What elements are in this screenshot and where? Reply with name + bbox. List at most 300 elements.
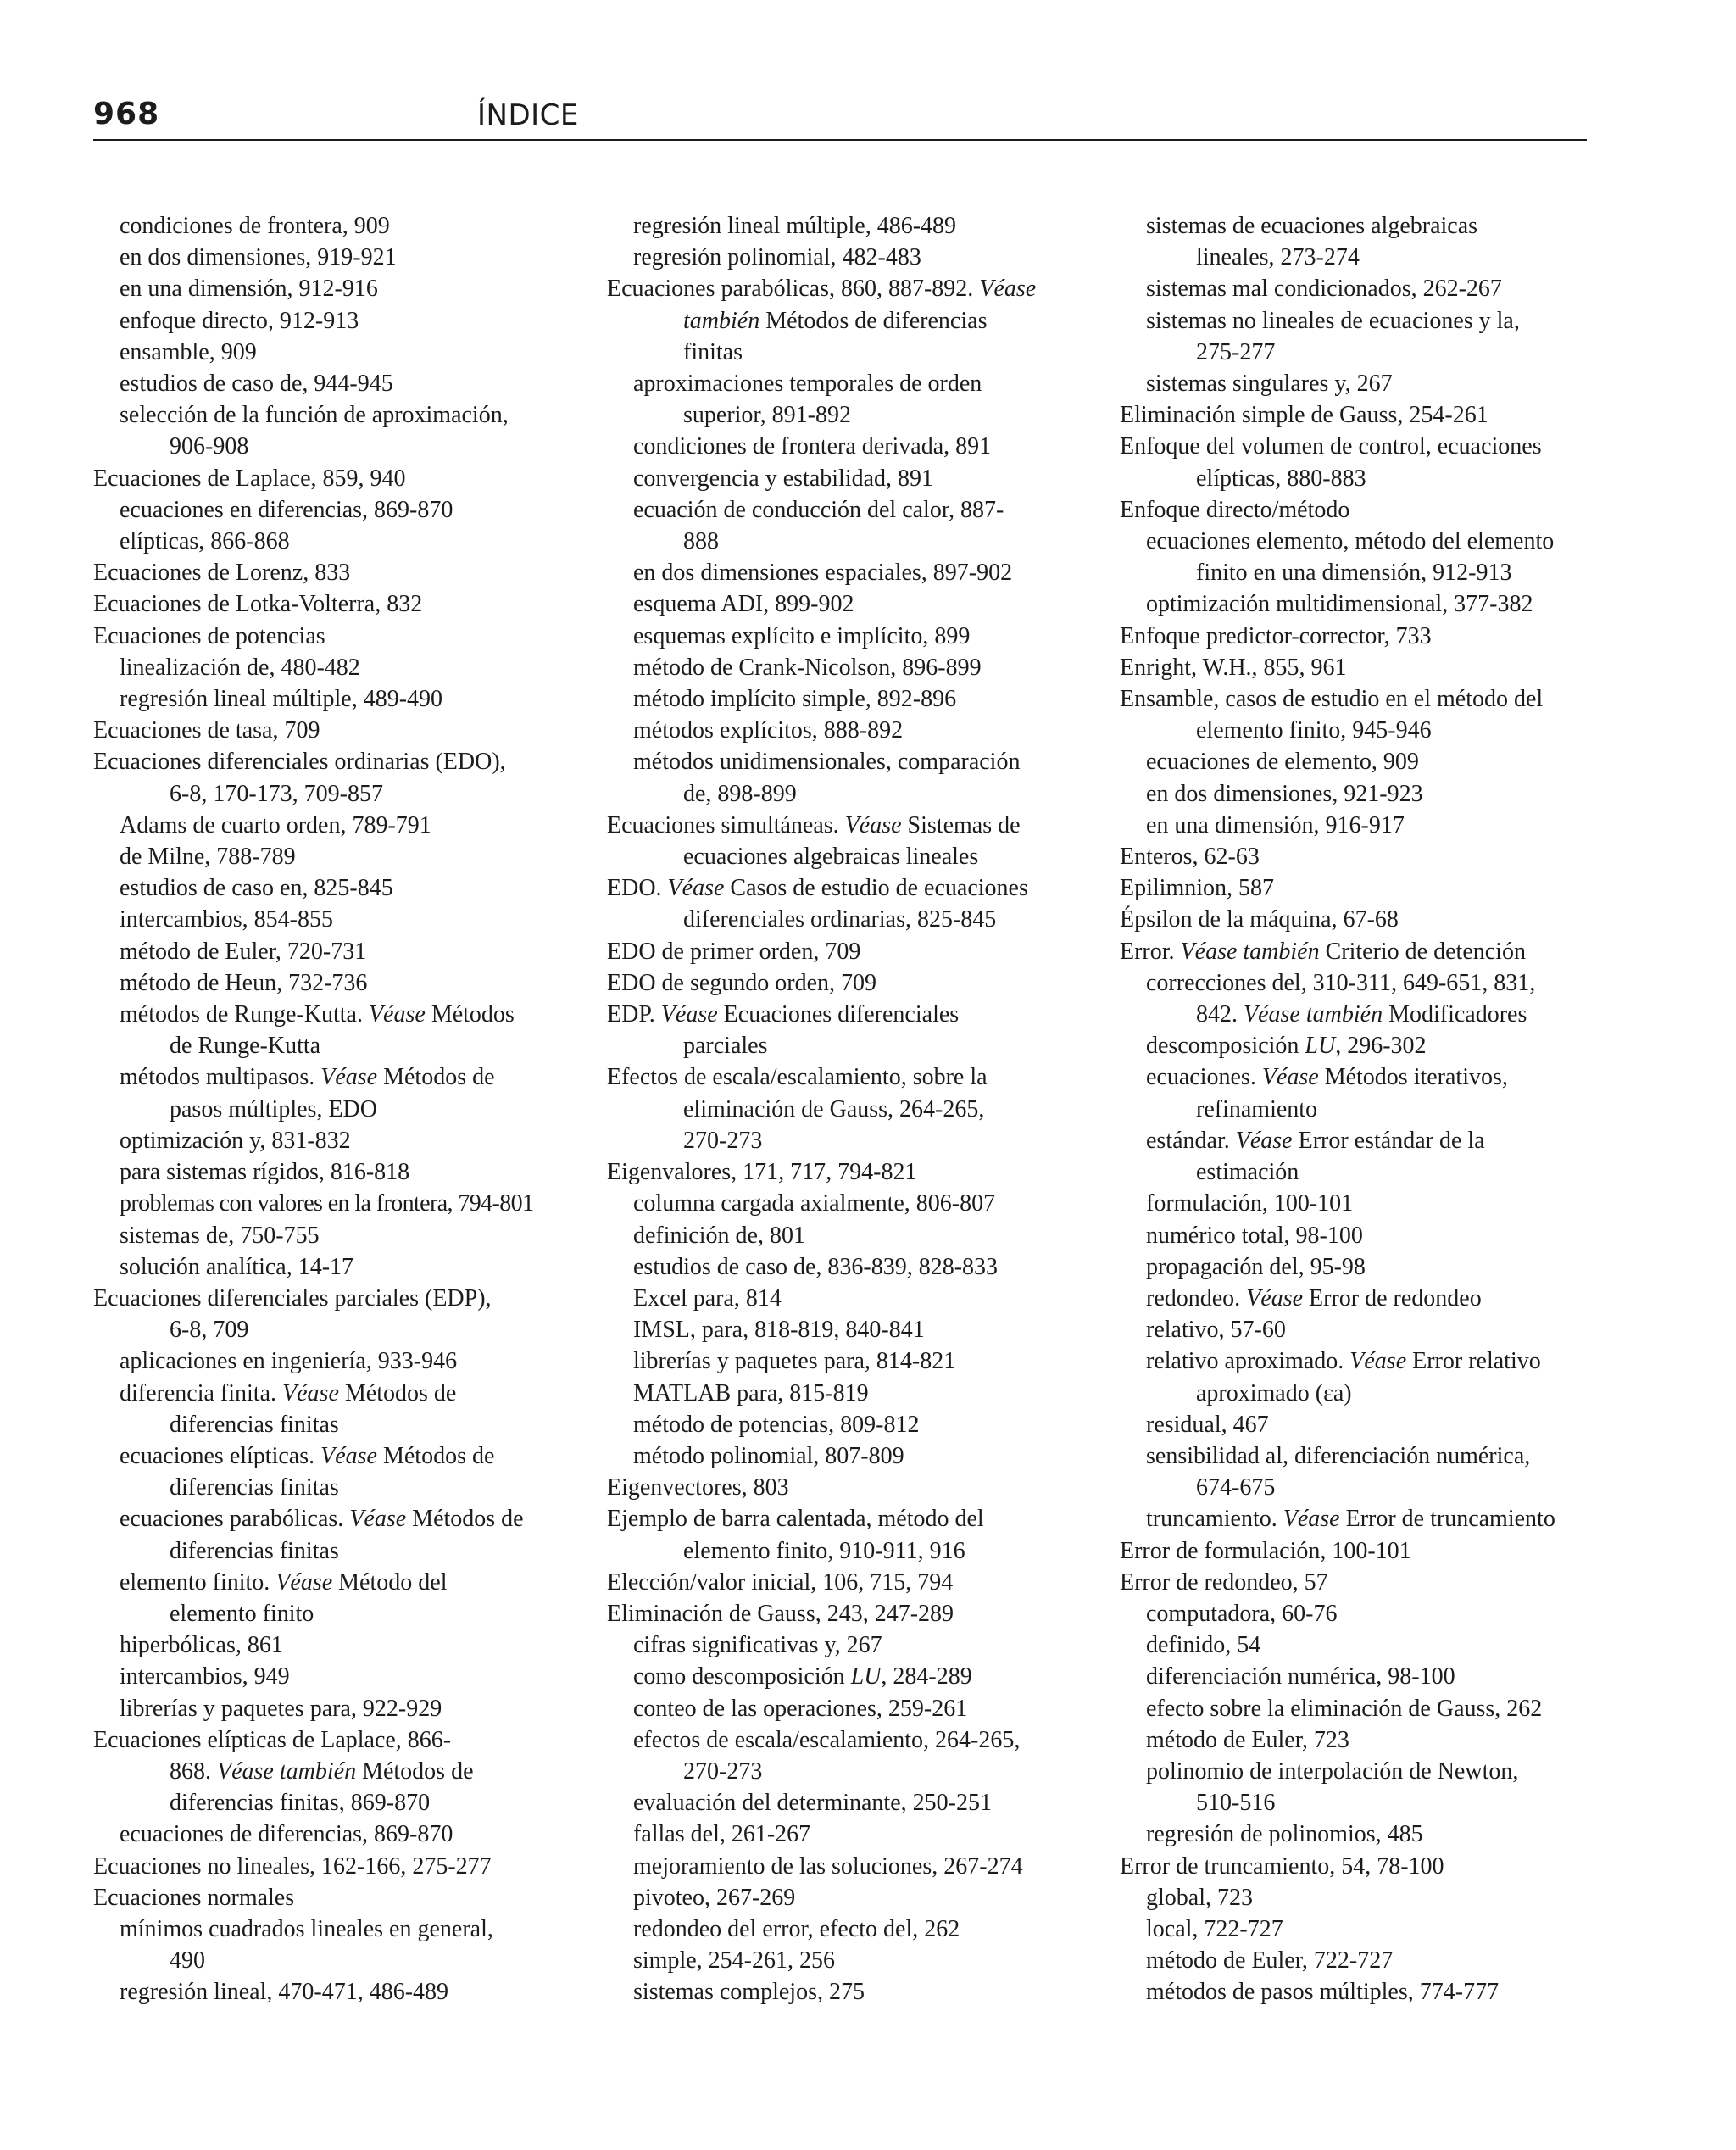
entry-line: diferencia finita. Véase Métodos de [120, 1379, 457, 1406]
entry-line: estudios de caso en, 825-845 [120, 875, 393, 902]
entry-line: Ejemplo de barra calentada, método del [607, 1506, 984, 1533]
entry-line: residual, 467 [1146, 1411, 1269, 1438]
entry-line: ecuaciones de elemento, 909 [1146, 749, 1419, 776]
index-subentry [1120, 1598, 1594, 1629]
index-subentry [607, 1851, 1082, 1882]
index-subentry [607, 1945, 1082, 1976]
entry-line: ecuación de conducción del calor, 887- [633, 496, 1004, 523]
entry-line: regresión de polinomios, 485 [1146, 1821, 1423, 1848]
entry-line: método de Euler, 722-727 [1146, 1947, 1394, 1975]
index-subentry [93, 967, 568, 999]
entry-line: de, 898-899 [683, 780, 797, 807]
entry-line: Ecuaciones de Lotka-Volterra, 832 [93, 591, 423, 618]
index-subentry [93, 683, 568, 715]
index-subentry [607, 242, 1082, 273]
index-subentry [607, 1251, 1082, 1283]
entry-line: de Runge-Kutta [170, 1033, 321, 1060]
index-subentry [1120, 1882, 1594, 1913]
entry-line: descomposición LU, 296-302 [1146, 1033, 1427, 1060]
entry-line: ecuaciones. Véase Métodos iterativos, [1146, 1064, 1508, 1091]
index-subentry [1120, 1503, 1594, 1535]
index-entry [607, 1598, 1082, 1629]
index-subentry [607, 1882, 1082, 1913]
entry-line: regresión lineal múltiple, 489-490 [120, 686, 443, 713]
index-entry [607, 810, 1082, 872]
entry-line: Épsilon de la máquina, 67-68 [1120, 906, 1399, 933]
entry-line: efecto sobre la eliminación de Gauss, 262 [1146, 1695, 1543, 1722]
index-subentry [607, 1440, 1082, 1472]
entry-line: método de potencias, 809-812 [633, 1411, 920, 1438]
entry-line: hiperbólicas, 861 [120, 1632, 283, 1659]
entry-line: Error de formulación, 100-101 [1120, 1537, 1411, 1564]
index-subentry [1120, 1724, 1594, 1756]
entry-line: sistemas no lineales de ecuaciones y la, [1146, 307, 1520, 334]
entry-line: diferenciales ordinarias, 825-845 [683, 906, 997, 933]
entry-line: sensibilidad al, diferenciación numérica, [1146, 1442, 1531, 1469]
index-entry [93, 715, 568, 746]
entry-line: aproximaciones temporales de orden [633, 370, 982, 398]
entry-line: ecuaciones parabólicas. Véase Métodos de [120, 1506, 524, 1533]
entry-line: selección de la función de aproximación, [120, 402, 509, 429]
entry-line: ensamble, 909 [120, 338, 257, 365]
entry-line: métodos de pasos múltiples, 774-777 [1146, 1979, 1500, 2006]
entry-line: eliminación de Gauss, 264-265, [683, 1095, 985, 1122]
index-subentry [1120, 1345, 1594, 1408]
index-subentry [93, 872, 568, 904]
entry-line: computadora, 60-76 [1146, 1600, 1338, 1627]
index-column-1 [93, 210, 568, 2008]
index-subentry [1120, 1819, 1594, 1850]
entry-line: global, 723 [1146, 1884, 1253, 1911]
index-subentry [93, 810, 568, 841]
entry-line: en dos dimensiones espaciales, 897-902 [633, 560, 1013, 587]
entry-line: para sistemas rígidos, 816-818 [120, 1159, 410, 1186]
index-subentry [93, 1503, 568, 1566]
entry-line: condiciones de frontera, 909 [120, 213, 390, 239]
entry-line: formulación, 100-101 [1146, 1190, 1354, 1217]
entry-line: elemento finito. Véase Método del [120, 1568, 448, 1596]
index-subentry [607, 463, 1082, 494]
index-entry [1120, 936, 1594, 967]
index-entry [93, 588, 568, 620]
entry-line: 888 [683, 528, 719, 555]
entry-line: regresión lineal, 470-471, 486-489 [120, 1979, 449, 2006]
entry-line: convergencia y estabilidad, 891 [633, 465, 934, 492]
entry-line: Ecuaciones no lineales, 162-166, 275-277 [93, 1852, 492, 1880]
index-subentry [93, 652, 568, 683]
entry-line: 6-8, 170-173, 709-857 [170, 780, 383, 807]
entry-line: elemento finito [170, 1600, 314, 1627]
entry-line: regresión polinomial, 482-483 [633, 244, 921, 271]
index-entry [607, 1156, 1082, 1188]
index-subentry [93, 1567, 568, 1629]
entry-line: Enfoque predictor-corrector, 733 [1120, 622, 1432, 649]
index-entry [93, 746, 568, 809]
entry-line: elemento finito, 910-911, 916 [683, 1537, 965, 1564]
index-subentry [607, 1787, 1082, 1819]
entry-line: método de Heun, 732-736 [120, 969, 368, 996]
index-subentry [93, 273, 568, 304]
index-subentry [93, 1378, 568, 1440]
entry-line: definición de, 801 [633, 1222, 805, 1249]
index-subentry [1120, 1220, 1594, 1251]
index-subentry [607, 1724, 1082, 1787]
entry-line: de Milne, 788-789 [120, 844, 296, 871]
index-subentry [93, 1220, 568, 1251]
index-subentry [1120, 1283, 1594, 1314]
index-subentry [93, 1188, 568, 1219]
entry-line: Ecuaciones de Laplace, 859, 940 [93, 465, 406, 492]
index-entry [93, 557, 568, 588]
index-subentry [607, 746, 1082, 809]
entry-line: mejoramiento de las soluciones, 267-274 [633, 1852, 1023, 1880]
entry-line: 275-277 [1196, 338, 1276, 365]
entry-line: Excel para, 814 [633, 1284, 782, 1312]
entry-line: método de Euler, 720-731 [120, 938, 367, 965]
index-subentry [607, 1629, 1082, 1661]
index-subentry [607, 1913, 1082, 1945]
index-subentry [607, 210, 1082, 242]
entry-line: método de Euler, 723 [1146, 1726, 1349, 1753]
index-subentry [607, 588, 1082, 620]
index-subentry [93, 1913, 568, 1976]
index-subentry [607, 1188, 1082, 1219]
index-subentry [93, 368, 568, 399]
index-subentry [1120, 210, 1594, 273]
index-subentry [1120, 1061, 1594, 1124]
entry-line: problemas con valores en la frontera, 794-801 [120, 1190, 534, 1217]
entry-line: EDO de primer orden, 709 [607, 938, 861, 965]
entry-line: Enfoque directo/método [1120, 496, 1350, 523]
entry-line: sistemas singulares y, 267 [1146, 370, 1393, 398]
index-subentry [1120, 305, 1594, 368]
entry-line: efectos de escala/escalamiento, 264-265, [633, 1726, 1021, 1753]
index-subentry [1120, 1440, 1594, 1503]
index-subentry [1120, 1409, 1594, 1440]
entry-line: diferencias finitas, 869-870 [170, 1790, 431, 1817]
entry-line: ecuaciones elípticas. Véase Métodos de [120, 1442, 495, 1469]
entry-line: en dos dimensiones, 921-923 [1146, 780, 1423, 807]
entry-line: relativo aproximado. Véase Error relativo [1146, 1348, 1541, 1375]
entry-line: método polinomial, 807-809 [633, 1442, 904, 1469]
entry-line: lineales, 273-274 [1196, 244, 1360, 271]
entry-line: Epilimnion, 587 [1120, 875, 1274, 902]
entry-line: redondeo. Véase Error de redondeo [1146, 1284, 1482, 1312]
index-subentry [1120, 368, 1594, 399]
entry-line: refinamiento [1196, 1095, 1318, 1122]
entry-line: EDO de segundo orden, 709 [607, 969, 877, 996]
entry-line: Enright, W.H., 855, 961 [1120, 654, 1347, 681]
entry-line: método de Crank-Nicolson, 896-899 [633, 654, 982, 681]
index-subentry [93, 1125, 568, 1156]
entry-line: propagación del, 95-98 [1146, 1253, 1366, 1280]
entry-line: Ecuaciones de potencias [93, 622, 326, 649]
index-entry [1120, 399, 1594, 431]
entry-line: sistemas complejos, 275 [633, 1979, 865, 2006]
entry-line: Adams de cuarto orden, 789-791 [120, 811, 431, 838]
entry-line: polinomio de interpolación de Newton, [1146, 1757, 1519, 1785]
entry-line: relativo, 57-60 [1146, 1317, 1286, 1344]
entry-line: sistemas de ecuaciones algebraicas [1146, 213, 1478, 239]
index-subentry [93, 1693, 568, 1724]
index-entry [607, 872, 1082, 935]
index-subentry [607, 494, 1082, 557]
index-entry [1120, 904, 1594, 935]
index-entry [93, 621, 568, 652]
index-subentry [607, 1345, 1082, 1377]
entry-line: elípticas, 880-883 [1196, 465, 1366, 492]
index-subentry [93, 1819, 568, 1850]
entry-line: Efectos de escala/escalamiento, sobre la [607, 1064, 988, 1091]
index-subentry [1120, 1945, 1594, 1976]
entry-line: esquema ADI, 899-902 [633, 591, 854, 618]
index-subentry [93, 399, 568, 462]
entry-line: 490 [170, 1947, 205, 1975]
entry-line: en una dimensión, 916-917 [1146, 811, 1405, 838]
entry-line: 270-273 [683, 1757, 763, 1785]
entry-line: Enteros, 62-63 [1120, 844, 1260, 871]
index-entry [607, 1061, 1082, 1156]
entry-line: numérico total, 98-100 [1146, 1222, 1363, 1249]
index-subentry [1120, 746, 1594, 777]
index-subentry [607, 1661, 1082, 1692]
index-subentry [1120, 526, 1594, 588]
index-entry [1120, 494, 1594, 526]
index-entry [1120, 683, 1594, 746]
entry-line: Eigenvalores, 171, 717, 794-821 [607, 1159, 917, 1186]
entry-line: librerías y paquetes para, 922-929 [120, 1695, 442, 1722]
index-subentry [1120, 1251, 1594, 1283]
entry-line: Error de truncamiento, 54, 78-100 [1120, 1852, 1444, 1880]
index-subentry [1120, 273, 1594, 304]
index-subentry [1120, 810, 1594, 841]
index-subentry [93, 999, 568, 1061]
index-subentry [93, 305, 568, 337]
index-subentry [93, 936, 568, 967]
entry-line: 270-273 [683, 1127, 763, 1154]
index-subentry [1120, 1629, 1594, 1661]
index-subentry [93, 904, 568, 935]
index-subentry [93, 1629, 568, 1661]
index-entry [1120, 1567, 1594, 1598]
index-entry [1120, 652, 1594, 683]
entry-line: también Métodos de diferencias [683, 307, 988, 334]
entry-line: fallas del, 261-267 [633, 1821, 811, 1848]
index-entry [1120, 841, 1594, 872]
entry-line: Ecuaciones parabólicas, 860, 887-892. Véase [607, 276, 1037, 303]
index-entry [607, 1472, 1082, 1503]
entry-line: estudios de caso de, 944-945 [120, 370, 393, 398]
entry-line: elípticas, 866-868 [120, 528, 290, 555]
index-subentry [93, 1440, 568, 1503]
entry-line: conteo de las operaciones, 259-261 [633, 1695, 968, 1722]
entry-line: 842. Véase también Modificadores [1196, 1001, 1527, 1028]
entry-line: optimización multidimensional, 377-382 [1146, 591, 1533, 618]
entry-line: diferencias finitas [170, 1537, 339, 1564]
index-subentry [93, 1251, 568, 1283]
index-entry [607, 1567, 1082, 1598]
entry-line: MATLAB para, 815-819 [633, 1379, 869, 1406]
index-subentry [607, 652, 1082, 683]
index-subentry [607, 431, 1082, 462]
index-subentry [93, 1345, 568, 1377]
entry-line: 6-8, 709 [170, 1317, 249, 1344]
index-entry [607, 967, 1082, 999]
entry-line: estimación [1196, 1159, 1299, 1186]
entry-line: ecuaciones de diferencias, 869-870 [120, 1821, 453, 1848]
entry-line: esquemas explícito e implícito, 899 [633, 622, 971, 649]
entry-line: Ecuaciones diferenciales ordinarias (EDO), [93, 749, 506, 776]
entry-line: linealización de, 480-482 [120, 654, 360, 681]
entry-line: método implícito simple, 892-896 [633, 686, 957, 713]
entry-line: condiciones de frontera derivada, 891 [633, 433, 992, 460]
entry-line: aproximado (εa) [1196, 1379, 1352, 1406]
index-subentry [607, 1378, 1082, 1409]
index-subentry [607, 1220, 1082, 1251]
entry-line: Eliminación simple de Gauss, 254-261 [1120, 402, 1488, 429]
entry-line: truncamiento. Véase Error de truncamiento [1146, 1506, 1555, 1533]
entry-line: estándar. Véase Error estándar de la [1146, 1127, 1485, 1154]
index-entry [607, 936, 1082, 967]
entry-line: métodos multipasos. Véase Métodos de [120, 1064, 495, 1091]
entry-line: columna cargada axialmente, 806-807 [633, 1190, 996, 1217]
index-subentry [1120, 588, 1594, 620]
index-subentry [1120, 1314, 1594, 1345]
index-column-2 [607, 210, 1082, 2008]
index-subentry [93, 526, 568, 557]
entry-line: solución analítica, 14-17 [120, 1253, 354, 1280]
entry-line: intercambios, 854-855 [120, 906, 333, 933]
entry-line: 674-675 [1196, 1474, 1276, 1501]
index-subentry [93, 1156, 568, 1188]
entry-line: diferencias finitas [170, 1474, 339, 1501]
index-subentry [93, 841, 568, 872]
entry-line: diferencias finitas [170, 1411, 339, 1438]
entry-line: IMSL, para, 818-819, 840-841 [633, 1317, 925, 1344]
index-subentry [607, 715, 1082, 746]
entry-line: finito en una dimensión, 912-913 [1196, 560, 1512, 587]
entry-line: Ecuaciones de tasa, 709 [93, 717, 320, 744]
index-entry [93, 1851, 568, 1882]
entry-line: elemento finito, 945-946 [1196, 717, 1432, 744]
entry-line: aplicaciones en ingeniería, 933-946 [120, 1348, 458, 1375]
index-subentry [93, 494, 568, 526]
entry-line: Error. Véase también Criterio de detención [1120, 938, 1526, 965]
index-subentry [607, 683, 1082, 715]
entry-line: mínimos cuadrados lineales en general, [120, 1915, 493, 1942]
entry-line: parciales [683, 1033, 768, 1060]
entry-line: métodos unidimensionales, comparación [633, 749, 1021, 776]
index-entry [93, 1283, 568, 1345]
entry-line: en una dimensión, 912-916 [120, 276, 378, 303]
entry-line: en dos dimensiones, 919-921 [120, 244, 397, 271]
index-entry [1120, 431, 1594, 493]
index-entry [1120, 1535, 1594, 1567]
entry-line: definido, 54 [1146, 1632, 1261, 1659]
entry-line: redondeo del error, efecto del, 262 [633, 1915, 960, 1942]
index-subentry [1120, 1693, 1594, 1724]
entry-line: pasos múltiples, EDO [170, 1095, 377, 1122]
index-subentry [1120, 1661, 1594, 1692]
index-subentry [1120, 778, 1594, 810]
index-subentry [1120, 1756, 1594, 1819]
index-subentry [607, 621, 1082, 652]
index-entry [1120, 621, 1594, 652]
entry-line: Elección/valor inicial, 106, 715, 794 [607, 1568, 954, 1596]
entry-line: ecuaciones elemento, método del elemento [1146, 528, 1555, 555]
index-subentry [93, 1061, 568, 1124]
entry-line: enfoque directo, 912-913 [120, 307, 359, 334]
index-subentry [607, 1283, 1082, 1314]
entry-line: superior, 891-892 [683, 402, 851, 429]
index-subentry [1120, 1188, 1594, 1219]
index-subentry [93, 1661, 568, 1692]
index-entry [1120, 872, 1594, 904]
entry-line: optimización y, 831-832 [120, 1127, 351, 1154]
entry-line: diferenciación numérica, 98-100 [1146, 1663, 1455, 1690]
index-subentry [93, 210, 568, 242]
index-column-3 [1120, 210, 1594, 2008]
entry-line: cifras significativas y, 267 [633, 1632, 882, 1659]
page-header [93, 92, 1587, 141]
entry-line: Eigenvectores, 803 [607, 1474, 789, 1501]
index-subentry [607, 1693, 1082, 1724]
entry-line: Ecuaciones diferenciales parciales (EDP), [93, 1284, 492, 1312]
entry-line: Ensamble, casos de estudio en el método del [1120, 686, 1544, 713]
index-entry [93, 1882, 568, 1913]
entry-line: sistemas mal condicionados, 262-267 [1146, 276, 1502, 303]
entry-line: Ecuaciones normales [93, 1884, 295, 1911]
entry-line: pivoteo, 267-269 [633, 1884, 796, 1911]
index-entry [607, 999, 1082, 1061]
index-subentry [607, 557, 1082, 588]
entry-line: correcciones del, 310-311, 649-651, 831, [1146, 969, 1536, 996]
entry-line: estudios de caso de, 836-839, 828-833 [633, 1253, 999, 1280]
index-entry [93, 463, 568, 494]
entry-line: EDP. Véase Ecuaciones diferenciales [607, 1001, 960, 1028]
entry-line: evaluación del determinante, 250-251 [633, 1790, 992, 1817]
entry-line: 510-516 [1196, 1790, 1276, 1817]
index-subentry [93, 1976, 568, 2008]
entry-line: intercambios, 949 [120, 1663, 290, 1690]
index-subentry [93, 337, 568, 368]
entry-line: como descomposición LU, 284-289 [633, 1663, 972, 1690]
index-subentry [607, 368, 1082, 431]
entry-line: Ecuaciones elípticas de Laplace, 866- [93, 1726, 452, 1753]
entry-line: 868. Véase también Métodos de [170, 1757, 474, 1785]
index-subentry [1120, 1030, 1594, 1061]
index-subentry [607, 1819, 1082, 1850]
entry-line: ecuaciones en diferencias, 869-870 [120, 496, 453, 523]
entry-line: ecuaciones algebraicas lineales [683, 844, 979, 871]
page-title: ÍNDICE [477, 98, 579, 132]
entry-line: métodos de Runge-Kutta. Véase Métodos [120, 1001, 515, 1028]
entry-line: finitas [683, 338, 743, 365]
index-entry [1120, 1851, 1594, 1882]
index-subentry [93, 242, 568, 273]
page-number: 968 [93, 97, 160, 131]
index-subentry [607, 1314, 1082, 1345]
index-subentry [1120, 1976, 1594, 2008]
entry-line: sistemas de, 750-755 [120, 1222, 320, 1249]
index-subentry [1120, 1125, 1594, 1188]
entry-line: Enfoque del volumen de control, ecuaciones [1120, 433, 1542, 460]
entry-line: métodos explícitos, 888-892 [633, 717, 904, 744]
index-subentry [1120, 967, 1594, 1030]
entry-line: 906-908 [170, 433, 249, 460]
entry-line: EDO. Véase Casos de estudio de ecuaciones [607, 875, 1028, 902]
entry-line: local, 722-727 [1146, 1915, 1283, 1942]
